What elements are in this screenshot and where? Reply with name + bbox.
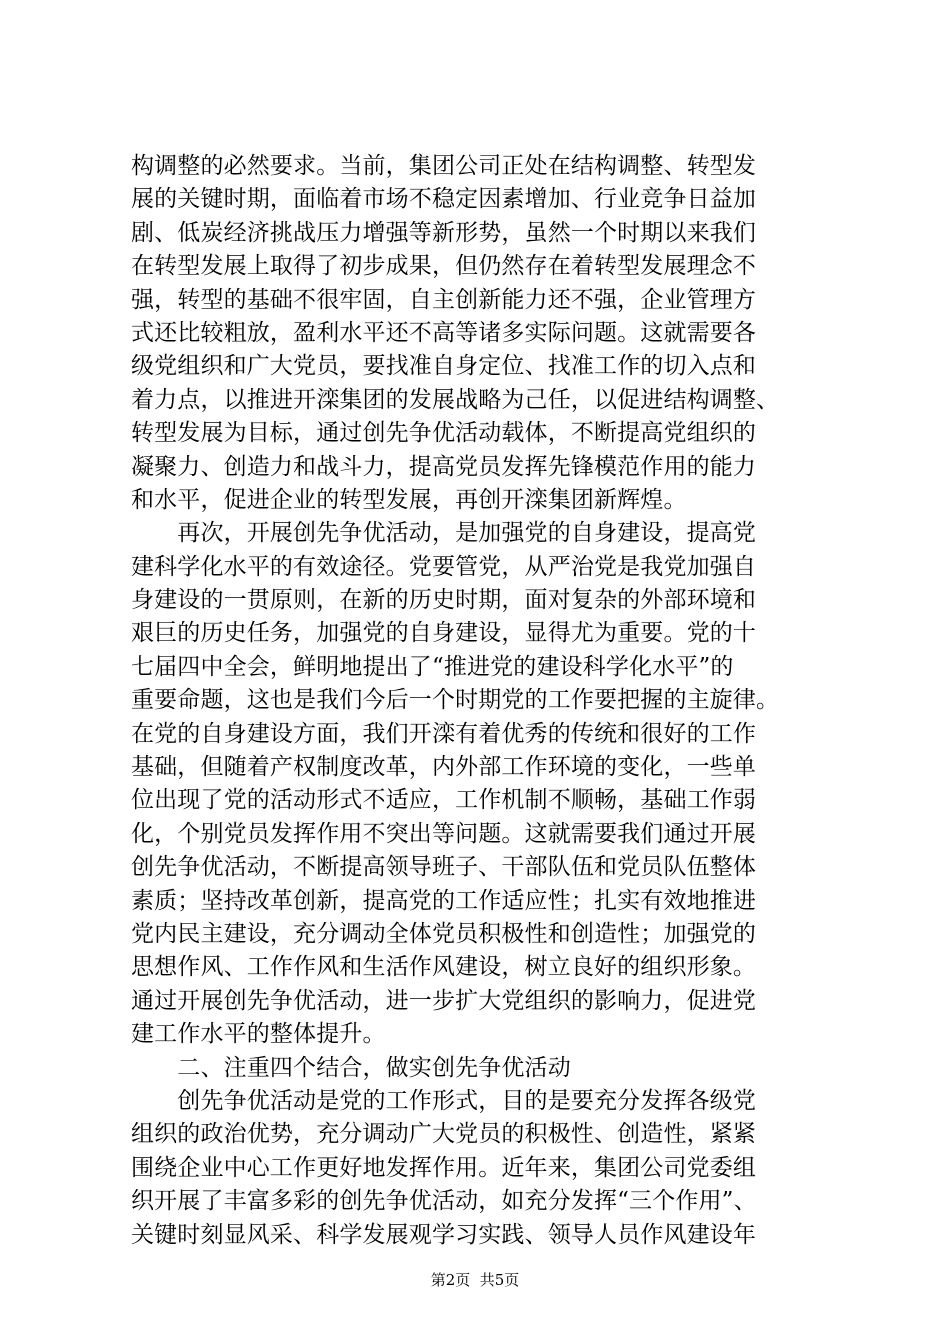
body-text	[131, 150, 831, 1252]
text-line: 位出现了党的活动形式不适应，工作机制不顺畅，基础工作弱	[131, 787, 757, 814]
text-line: 基础，但随着产权制度改革，内外部工作环境的变化，一些单	[131, 754, 757, 781]
text-line: 转型发展为目标，通过创先争优活动载体，不断提高党组织的	[131, 420, 757, 447]
text-line: 组织的政治优势，充分调动广大党员的积极性、创造性，紧紧	[131, 1121, 757, 1148]
text-line: 和水平，促进企业的转型发展，再创开滦集团新辉煌。	[131, 486, 687, 513]
text-line: 艰巨的历史任务，加强党的自身建设，显得尤为重要。党的十	[131, 620, 757, 647]
text-line: 党内民主建设，充分调动全体党员积极性和创造性；加强党的	[131, 920, 757, 947]
text-line: 再次，开展创先争优活动，是加强党的自身建设，提高党	[131, 520, 757, 547]
text-line: 创先争优活动，不断提高领导班子、干部队伍和党员队伍整体	[131, 854, 757, 881]
text-line: 在党的自身建设方面，我们开滦有着优秀的传统和很好的工作	[131, 720, 757, 747]
text-line: 展的关键时期，面临着市场不稳定因素增加、行业竞争日益加	[131, 186, 757, 213]
text-line: 创先争优活动是党的工作形式，目的是要充分发挥各级党	[131, 1087, 757, 1114]
text-line: 关键时刻显风采、科学发展观学习实践、领导人员作风建设年	[131, 1221, 757, 1248]
text-line: 素质；坚持改革创新，提高党的工作适应性；扎实有效地推进	[131, 887, 757, 914]
text-line: 二、注重四个结合，做实创先争优活动	[131, 1054, 571, 1081]
text-line: 身建设的一贯原则，在新的历史时期，面对复杂的外部环境和	[131, 587, 757, 614]
text-line: 七届四中全会，鲜明地提出了“推进党的建设科学化水平”的	[131, 653, 734, 680]
text-line: 级党组织和广大党员，要找准自身定位、找准工作的切入点和	[131, 353, 757, 380]
text-line: 着力点，以推进开滦集团的发展战略为己任，以促进结构调整、	[131, 386, 780, 413]
text-line: 建工作水平的整体提升。	[131, 1021, 386, 1048]
text-line: 思想作风、工作作风和生活作风建设，树立良好的组织形象。	[131, 954, 757, 981]
text-line: 通过开展创先争优活动，进一步扩大党组织的影响力，促进党	[131, 987, 757, 1014]
text-line: 重要命题，这也是我们今后一个时期党的工作要把握的主旋律。	[131, 687, 780, 714]
text-line: 织开展了丰富多彩的创先争优活动，如充分发挥“三个作用”、	[131, 1188, 757, 1215]
page-footer: 第2页 共5页	[430, 1271, 520, 1289]
text-line: 构调整的必然要求。当前，集团公司正处在结构调整、转型发	[131, 153, 757, 179]
text-line: 剧、低炭经济挑战压力增强等新形势，虽然一个时期以来我们	[131, 219, 757, 246]
text-line: 围绕企业中心工作更好地发挥作用。近年来，集团公司党委组	[131, 1154, 757, 1181]
text-line: 化，个别党员发挥作用不突出等问题。这就需要我们通过开展	[131, 820, 757, 847]
text-line: 建科学化水平的有效途径。党要管党，从严治党是我党加强自	[131, 553, 757, 580]
text-line: 凝聚力、创造力和战斗力，提高党员发挥先锋模范作用的能力	[131, 453, 757, 480]
text-line: 强，转型的基础不很牢固，自主创新能力还不强，企业管理方	[131, 286, 757, 313]
text-line: 式还比较粗放，盈利水平还不高等诸多实际问题。这就需要各	[131, 319, 757, 346]
text-line: 在转型发展上取得了初步成果，但仍然存在着转型发展理念不	[131, 253, 757, 280]
